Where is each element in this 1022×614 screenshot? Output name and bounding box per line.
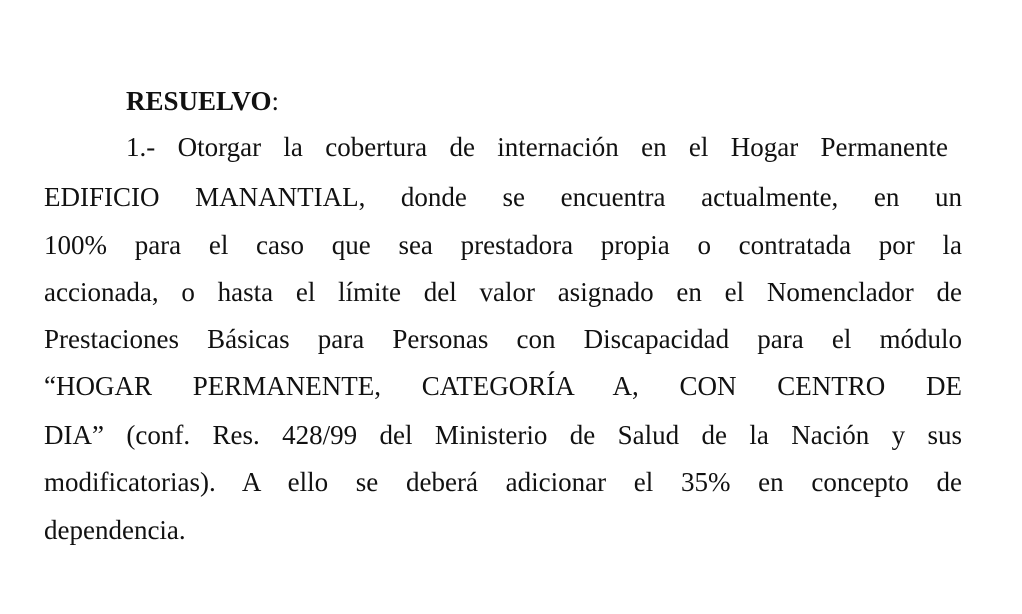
paragraph-line-9: dependencia. [44, 515, 186, 545]
paragraph-line-7: DIA” (conf. Res. 428/99 del Ministerio de Salud de la Nación y sus [44, 420, 962, 450]
heading-word: RESUELVO [126, 86, 272, 116]
heading-colon: : [271, 86, 280, 116]
paragraph-line-5: Prestaciones Básicas para Personas con Discapacidad para el módulo [44, 324, 962, 354]
paragraph-line-1: 1.- Otorgar la cobertura de internación en el Hogar Permanente [126, 132, 948, 162]
paragraph-line-4: accionada, o hasta el límite del valor asignado en el Nomenclador de [44, 277, 962, 307]
paragraph-line-6: “HOGAR PERMANENTE, CATEGORÍA A, CON CENTRO DE [44, 371, 962, 401]
paragraph-line-2: EDIFICIO MANANTIAL, donde se encuentra actualmente, en un [44, 182, 962, 212]
paragraph-line-8: modificatorias). A ello se deberá adicionar el 35% en concepto de [44, 467, 962, 497]
resolution-heading [126, 84, 279, 118]
paragraph-line-3: 100% para el caso que sea prestadora propia o contratada por la [44, 230, 962, 260]
